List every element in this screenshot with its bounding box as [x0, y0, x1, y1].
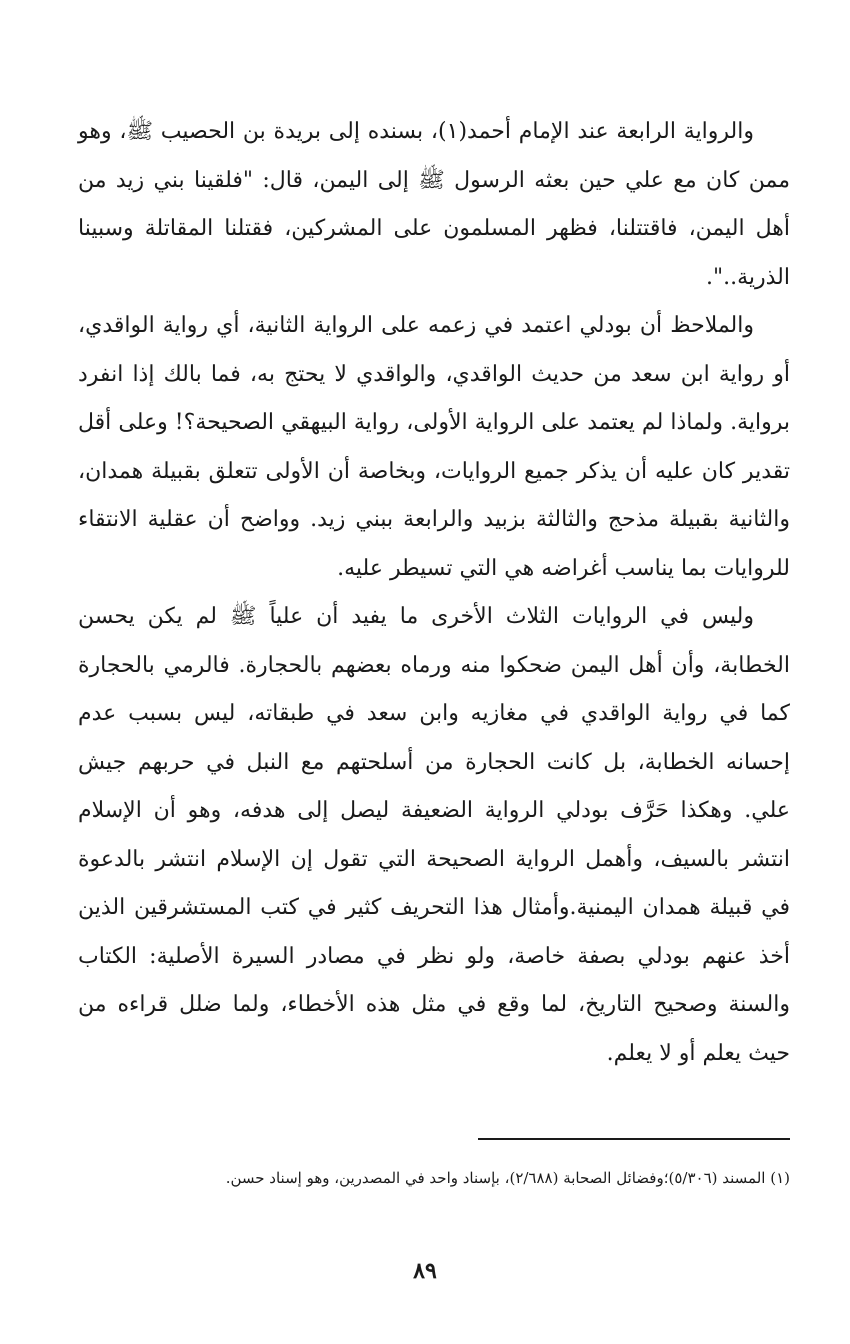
main-text: [78, 108, 790, 1078]
paragraph-2: والملاحظ أن بودلي اعتمد في زعمه على الرواية الثانية، أي رواية الواقدي، أو رواية ابن سعد من حديث الواقدي، والواقدي لا يحتج به، فما بالك إذا انفرد برواية. ولماذا لم يعتمد على الرواية الأولى، رواية البيهقي الصحيحة؟! وعلى أقل تقدير كان عليه أن يذكر جميع الروايات، وبخاصة أن الأولى تتعلق بقبيلة همدان، والثانية بقبيلة مذحج والثالثة بزبيد والرابعة ببني زيد. وواضح أن عقلية الانتقاء للروايات بما يناسب أغراضه هي التي تسيطر عليه.: [78, 313, 790, 581]
footnote: (١) المسند (٥/٣٠٦)؛وفضائل الصحابة (٢/٦٨٨)، بإسناد واحد في المصدرين، وهو إسناد حسن.: [225, 1169, 790, 1187]
paragraph-1: والرواية الرابعة عند الإمام أحمد(١)، بسنده إلى بريدة بن الحصيب ﷺ، وهو ممن كان مع علي حين بعثه الرسول ﷺ إلى اليمن، قال: "فلقينا بني زيد من أهل اليمن، فاقتتلنا، فظهر المسلمون على المشركين، فقتلنا المقاتلة وسبينا الذرية..".: [78, 119, 790, 290]
page-number: ٨٩: [413, 1258, 437, 1284]
paragraph-3: وليس في الروايات الثلاث الأخرى ما يفيد أن علياً ﷺ لم يكن يحسن الخطابة، وأن أهل اليمن ضحكوا منه ورماه بعضهم بالحجارة. فالرمي بالحجارة كما في رواية الواقدي في مغازيه وابن سعد في طبقاته، ليس بسبب عدم إحسانه الخطابة، بل كانت الحجارة من أسلحتهم مع النبل في حربهم جيش علي. وهكذا حَرَّف بودلي الرواية الضعيفة ليصل إلى هدفه، وهو أن الإسلام انتشر بالسيف، وأهمل الرواية الصحيحة التي تقول إن الإسلام انتشر بالدعوة في قبيلة همدان اليمنية.وأمثال هذا التحريف كثير في كتب المستشرقين الذين أخذ عنهم بودلي بصفة خاصة، ولو نظر في مصادر السيرة الأصلية: الكتاب والسنة وصحيح التاريخ، لما وقع في مثل هذه الأخطاء، ولما ضلل قراءه من حيث يعلم أو لا يعلم.: [78, 604, 790, 1066]
footnote-separator: [478, 1138, 790, 1140]
